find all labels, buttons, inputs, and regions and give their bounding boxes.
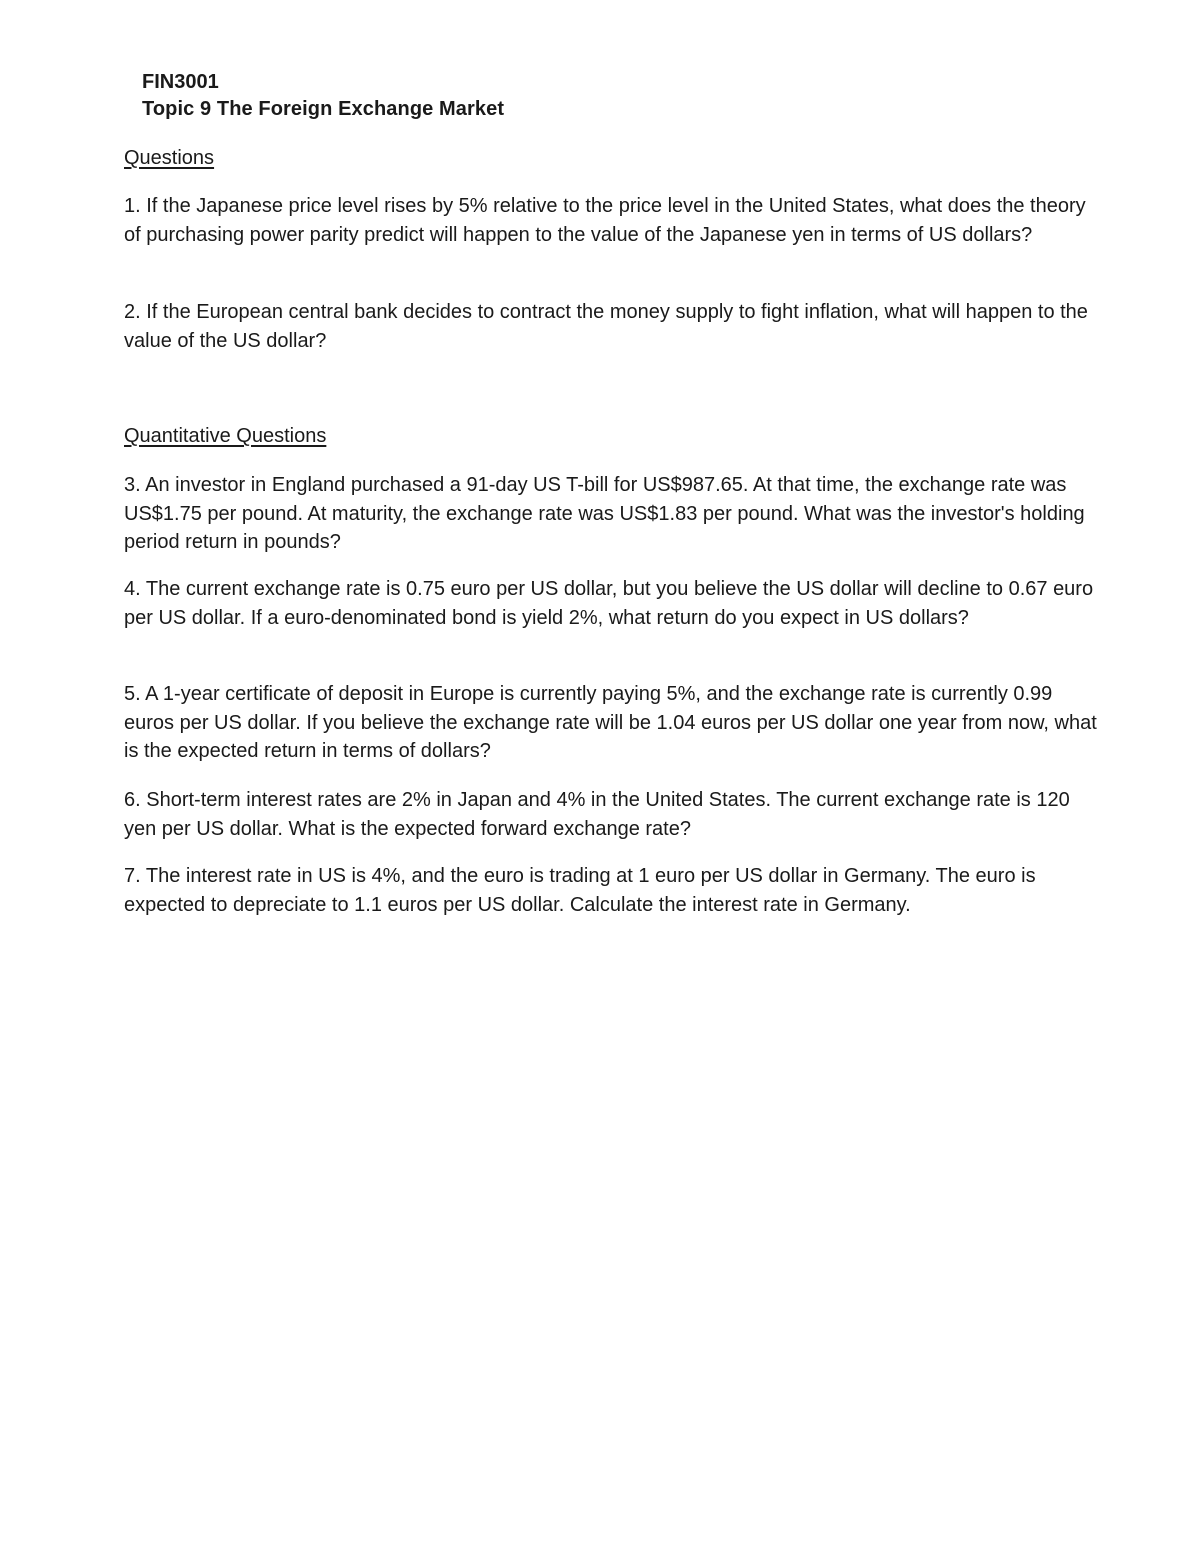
- question-3: 3. An investor in England purchased a 91-day US T-bill for US$987.65. At that time, the exchange rate was US$1.75 per pound. At maturity, the exchange rate was US$1.83 per pound. What was the investor's holding period return in pounds?: [124, 474, 1085, 553]
- topic-title: Topic 9 The Foreign Exchange Market: [142, 98, 505, 120]
- section-heading-quantitative-questions: Quantitative Questions: [124, 425, 327, 447]
- question-1: 1. If the Japanese price level rises by 5% relative to the price level in the United States, what does the theory of purchasing power parity predict will happen to the value of the Japanese yen in terms of US dollars?: [124, 195, 1086, 246]
- section-heading-questions: Questions: [124, 147, 215, 169]
- question-2: 2. If the European central bank decides to contract the money supply to fight inflation, what will happen to the value of the US dollar?: [124, 301, 1088, 352]
- question-7: 7. The interest rate in US is 4%, and the euro is trading at 1 euro per US dollar in Germany. The euro is expected to depreciate to 1.1 euros per US dollar. Calculate the interest rate in Germany.: [124, 865, 1036, 916]
- question-5: 5. A 1-year certificate of deposit in Europe is currently paying 5%, and the exchange rate is currently 0.99 euros per US dollar. If you believe the exchange rate will be 1.04 euros per US dollar one year from now, what is the expected return in terms of dollars?: [124, 683, 1097, 762]
- course-code: FIN3001: [142, 71, 219, 93]
- question-6: 6. Short-term interest rates are 2% in Japan and 4% in the United States. The current exchange rate is 120 yen per US dollar. What is the expected forward exchange rate?: [124, 789, 1070, 840]
- question-4: 4. The current exchange rate is 0.75 euro per US dollar, but you believe the US dollar will decline to 0.67 euro per US dollar. If a euro-denominated bond is yield 2%, what return do you expect in US dollars?: [124, 578, 1094, 629]
